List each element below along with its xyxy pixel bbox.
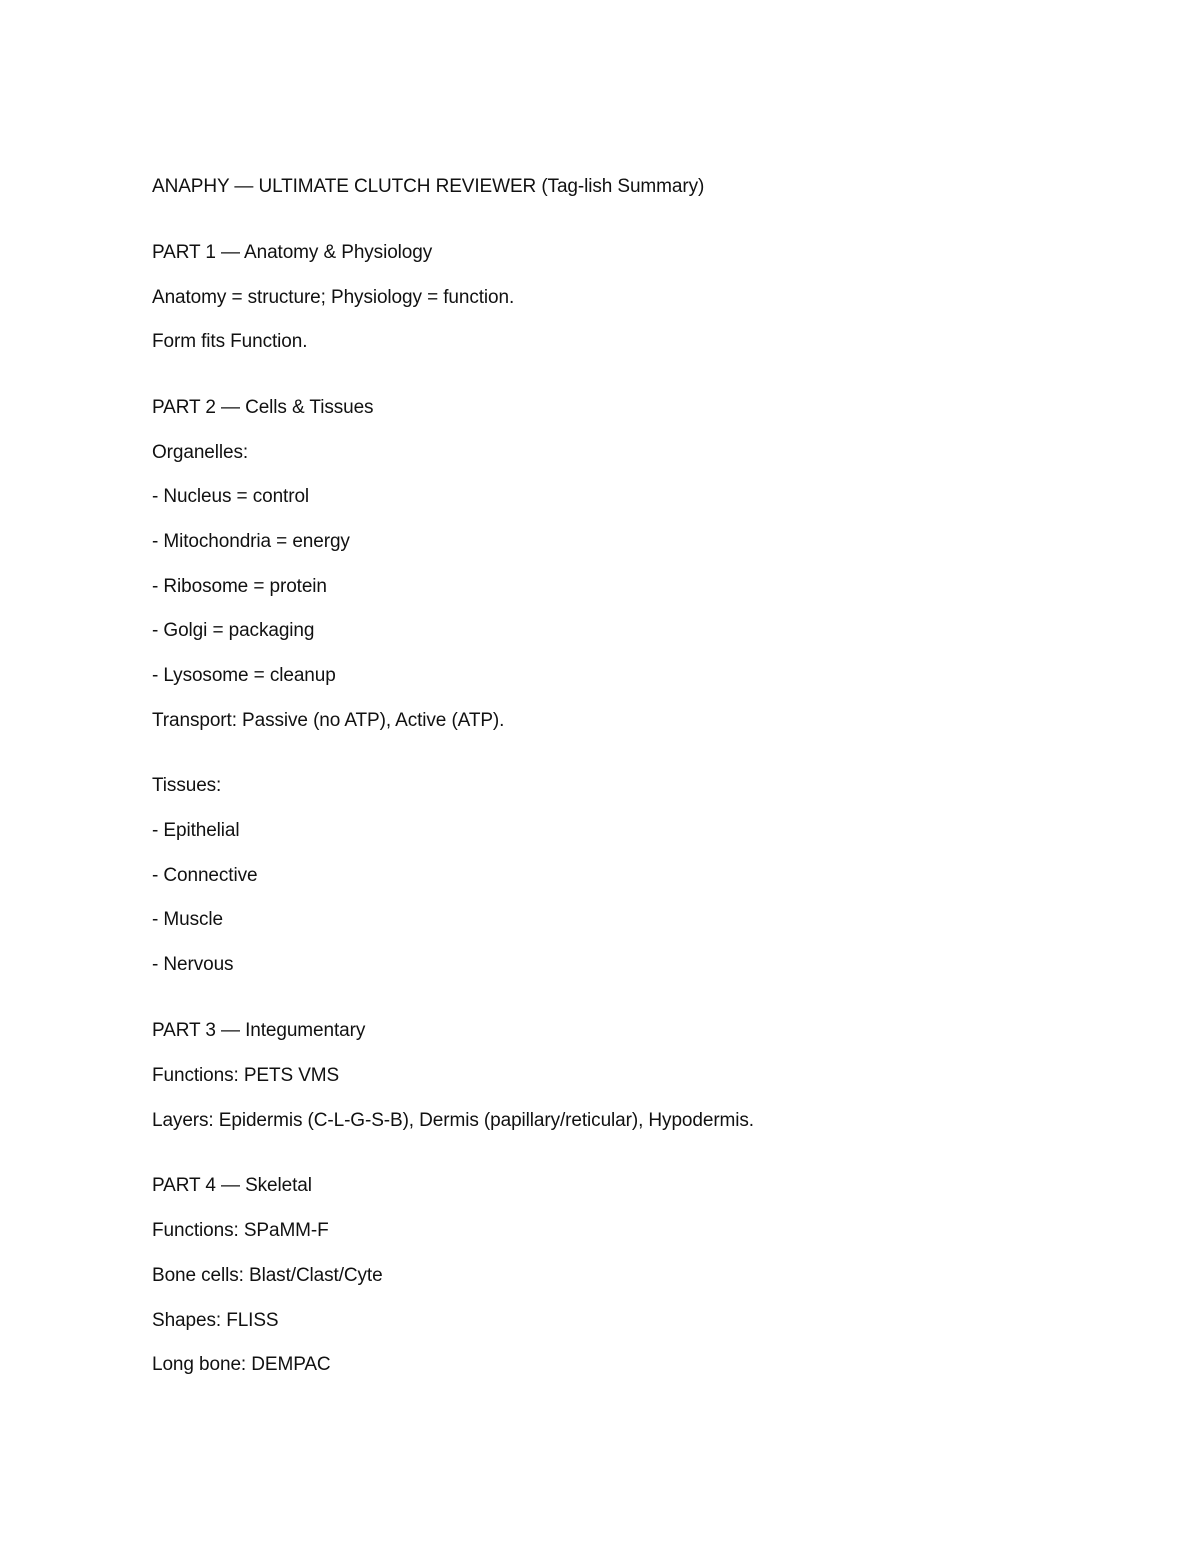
long-bone-line: Long bone: DEMPAC (152, 1354, 331, 1375)
skeletal-functions: Functions: SPaMM-F (152, 1220, 329, 1241)
transport-line: Transport: Passive (no ATP), Active (ATP). (152, 710, 505, 731)
tissue-item: - Nervous (152, 954, 234, 975)
part1-line: Form fits Function. (152, 331, 308, 352)
integumentary-functions: Functions: PETS VMS (152, 1065, 340, 1086)
part1-heading: PART 1 — Anatomy & Physiology (152, 242, 433, 263)
organelles-label: Organelles: (152, 442, 249, 463)
tissue-item: - Epithelial (152, 820, 240, 841)
tissues-label: Tissues: (152, 775, 222, 796)
tissue-item: - Connective (152, 865, 258, 886)
part1-line: Anatomy = structure; Physiology = function. (152, 287, 515, 308)
organelle-item: - Nucleus = control (152, 486, 310, 507)
part4-heading: PART 4 — Skeletal (152, 1175, 312, 1196)
bone-cells-line: Bone cells: Blast/Clast/Cyte (152, 1265, 383, 1286)
document-title: ANAPHY — ULTIMATE CLUTCH REVIEWER (Tag-lish Summary) (152, 176, 705, 197)
integumentary-layers: Layers: Epidermis (C-L-G-S-B), Dermis (papillary/reticular), Hypodermis. (152, 1110, 754, 1131)
organelle-item: - Lysosome = cleanup (152, 665, 336, 686)
bone-shapes-line: Shapes: FLISS (152, 1310, 279, 1331)
organelle-item: - Mitochondria = energy (152, 531, 350, 552)
part2-heading: PART 2 — Cells & Tissues (152, 397, 374, 418)
part3-heading: PART 3 — Integumentary (152, 1020, 366, 1041)
tissue-item: - Muscle (152, 909, 223, 930)
organelle-item: - Golgi = packaging (152, 620, 315, 641)
organelle-item: - Ribosome = protein (152, 576, 327, 597)
